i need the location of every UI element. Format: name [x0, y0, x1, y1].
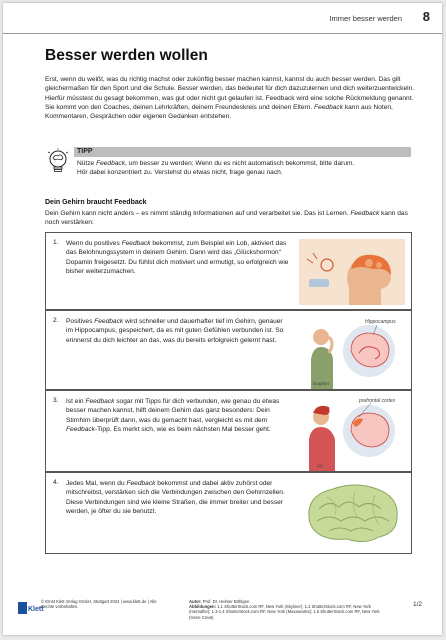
- prefrontal-cortex-illustration: [299, 393, 405, 471]
- tip-line-1: [77, 159, 411, 168]
- tip-line-2: Hör dabei konzentriert zu. Verstehst du etwas nicht, frage genau nach.: [77, 169, 283, 177]
- tip-line-1-em: Feedback: [96, 160, 126, 167]
- page-title: Besser werden wollen: [45, 47, 208, 64]
- section-heading: Dein Gehirn braucht Feedback: [45, 199, 147, 206]
- running-title: Immer besser werden: [329, 14, 402, 23]
- lightbulb-brain-icon: [47, 148, 69, 176]
- item-text-c: -Tipp. Es merkt sich, wie es beim nächsten Mal besser geht.: [94, 425, 271, 433]
- tip-line-1-a: Nütze: [77, 160, 97, 167]
- intro-text: Erst, wenn du weißt, was du richtig machst oder zukünftig besser machen kannst, kannst du auch besser werden. Das gilt gleichermaßen für den Sport und die Schule. Besser werden, das bedeutet für dich dazuzulernen und dich weiterzuentwickeln. Hierfür müsstest du gesagt bekommen, was gut oder nicht gut gelaufen ist. Feedback wird eine solche Rückmeldung genannt. Sie kommt von den Coaches, deinen Lehrkräften, deinem Freundeskreis und deinen Eltern.: [45, 76, 415, 111]
- item-text-em: Feedback: [121, 240, 151, 247]
- section-text: [45, 209, 415, 227]
- section-text-em: Feedback: [350, 210, 380, 217]
- tip-text: [74, 159, 411, 177]
- item-text-em: Feedback: [126, 480, 156, 487]
- tip-line-1-b: , um besser zu werden: Wenn du es nicht automatisch bekommst, bitte darum.: [125, 160, 355, 167]
- item-text: [66, 479, 291, 516]
- section-text-b: kann das noch verstärken:: [45, 210, 408, 227]
- worksheet-page: [3, 3, 442, 635]
- prefrontal-cortex-label: prefrontal cortex: [359, 398, 396, 404]
- tip-label: TIPP: [74, 147, 411, 157]
- neural-connections-brain-illustration: [299, 479, 405, 549]
- credits-list: 1.1 ShutterStock.com RF, New York (Skyliner); 1.2 ShutterStock.com RF, New York (mentalfor); 1.3-1.4 ShutterStock.com RF, New York (Maxxiworks); 1.5 ShutterStock.com RF, New York (Gene Creat): [189, 604, 380, 620]
- item-number: 1.: [53, 239, 59, 246]
- item-text-em: Feedback: [94, 318, 124, 325]
- credits-line: [189, 604, 384, 620]
- item-text-b: sogar mit Tipps für dich verbunden, wie genau du etwas besser machen kannst, hilft deinem Gehirn das ganz besonders: Dein Stirnhirn überprüft dann, was du gemacht hast, vergleicht es mit dem: [66, 398, 280, 424]
- list-item: [45, 232, 412, 310]
- credits-label: Abbildungen:: [189, 604, 216, 610]
- item-number: 2.: [53, 317, 59, 324]
- item-text: [66, 317, 291, 345]
- item-text-em2: Feedback: [66, 425, 95, 433]
- item-text-b: bekommst und dabei aktiv zuhörst oder mitschreibst, verstärken sich die Verbindungen zwischen den Gehirnzellen. Diese Verbindungen sind wie kleine Straßen, die immer breiter und besser werden, je öfter du sie benutzt.: [66, 480, 285, 515]
- item-number: 3.: [53, 397, 59, 404]
- list-item: [45, 390, 412, 472]
- item-text-a: Wenn du positives: [66, 240, 122, 247]
- credits-text: [189, 599, 384, 620]
- page-footer: [3, 586, 442, 635]
- item-number: 4.: [53, 479, 59, 486]
- laughter-label: laughter: [313, 381, 330, 386]
- item-text: [66, 239, 291, 276]
- item-text-a: Positives: [66, 318, 95, 325]
- item-text-a: Ist ein: [66, 398, 86, 405]
- author-label: Autor:: [189, 599, 202, 604]
- intro-paragraph: [45, 75, 415, 121]
- item-text-b: bekommst, zum Beispiel ein Lob, aktiviert das das Belohnungssystem in deinem Gehirn. Dann wird das „Glückshormon“ Dopamin freigesetzt. Du fühlst dich motiviert und ermutigt, so erfolgreich wie bisher weiterzumachen.: [66, 240, 289, 275]
- author-name: Prof. Dr. Helmer Böhlgen: [201, 599, 250, 604]
- item-text-em: Feedback: [85, 398, 115, 405]
- section-text-a: Dein Gehirn kann nicht anders – es nimmt ständig Informationen auf und verarbeitet sie. Das ist Lernen.: [45, 210, 351, 217]
- copyright-text: © Ernst Klett Verlag GmbH, Stuttgart 2024 | www.klett.de | Alle Rechte vorbehalten.: [41, 599, 157, 610]
- hippocampus-illustration: [299, 313, 405, 389]
- intro-emphasis: Feedback: [314, 103, 344, 111]
- footer-page-count: 1/2: [412, 601, 422, 608]
- list-item: [45, 310, 412, 390]
- page-number: 8: [422, 9, 430, 24]
- item-text-a: Jedes Mal, wenn du: [66, 480, 127, 487]
- running-header: [3, 3, 442, 34]
- klett-logo: [18, 602, 44, 614]
- item-text: [66, 397, 291, 434]
- svg-text:Klett: Klett: [28, 606, 44, 613]
- reward-system-illustration: [299, 239, 405, 305]
- hippocampus-label: Hippocampus: [365, 319, 396, 325]
- item-text-b: wird schneller und dauerhafter tief im Gehirn, genauer im Hippocampus, gespeichert, da es mit guten Gefühlen verbunden ist. So erinnerst du dich leichter an das, was du bereits erfolgreich gelernt hast.: [66, 318, 284, 344]
- intro-text-end: kann aus Noten, Kommentaren, Gesprächen oder eigenen Gedanken entstehen.: [45, 103, 393, 121]
- joy-label: joy: [317, 463, 323, 468]
- list-item: [45, 472, 412, 554]
